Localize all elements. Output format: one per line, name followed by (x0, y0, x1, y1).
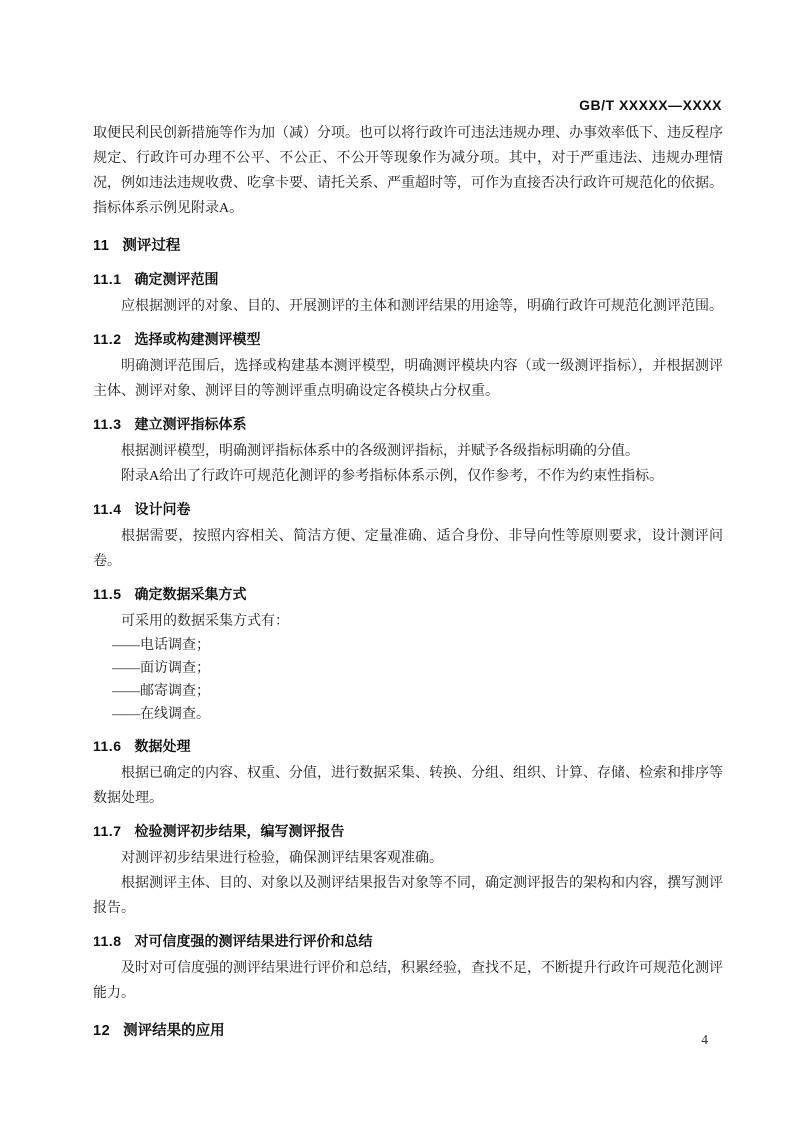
section-heading-11-4 (93, 497, 723, 522)
section-number: 11 (93, 238, 110, 254)
section-heading-11-6 (93, 734, 723, 759)
section-title: 选择或构建测评模型 (134, 331, 261, 347)
list-item-mail-survey: ——邮寄调查； (112, 684, 210, 699)
section-title: 确定数据采集方式 (134, 586, 247, 602)
page-number: 4 (701, 1032, 708, 1047)
list-item-online-survey: ——在线调查。 (112, 707, 210, 722)
section-heading-11-5 (93, 582, 723, 607)
section-title: 确定测评范围 (134, 271, 219, 287)
section-heading-11 (93, 234, 723, 259)
section-number: 12 (93, 1023, 111, 1039)
section-title: 测评过程 (122, 238, 181, 254)
section-title: 设计问卷 (134, 501, 191, 517)
paragraph-indicator-system-2: 附录A给出了行政许可规范化测评的参考指标体系示例，仅作参考，不作为约束性指标。 (121, 469, 664, 484)
section-number: 11.3 (93, 416, 122, 432)
section-title: 数据处理 (134, 738, 191, 754)
section-heading-12 (93, 1019, 723, 1044)
section-heading-11-1 (93, 267, 723, 292)
paragraph-write-report: 根据测评主体、目的、对象以及测评结果报告对象等不同，确定测评报告的架构和内容，撰写测评报告。 (93, 876, 723, 916)
document-code-header: GB/T XXXXX—XXXX (579, 97, 722, 113)
document-body (93, 121, 723, 1044)
section-heading-11-3 (93, 412, 723, 437)
paragraph-data-processing: 根据已确定的内容、权重、分值，进行数据采集、转换、分组、组织、计算、存储、检索和排序等数据处理。 (93, 766, 723, 806)
section-number: 11.1 (93, 271, 122, 287)
paragraph-scope: 应根据测评的对象、目的、开展测评的主体和测评结果的用途等，明确行政许可规范化测评范围。 (121, 299, 723, 314)
paragraph-indicator-system-1: 根据测评模型，明确测评指标体系中的各级测评指标，并赋予各级指标明确的分值。 (121, 444, 639, 459)
section-title: 对可信度强的测评结果进行评价和总结 (134, 933, 373, 949)
section-number: 11.5 (93, 586, 122, 602)
intro-paragraph: 取便民利民创新措施等作为加（减）分项。也可以将行政许可违法违规办理、办事效率低下、违反程序规定、行政许可办理不公平、不公正、不公开等现象作为减分项。其中，对于严重违法、违规办理情况，例如违法违规收费、吃拿卡要、请托关系、严重超时等，可作为直接否决行政许可规范化的依据。指标体系示例见附录A。 (93, 126, 723, 216)
list-item-phone-survey: ——电话调查； (112, 638, 210, 653)
section-heading-11-2 (93, 327, 723, 352)
section-number: 11.7 (93, 823, 122, 839)
paragraph-questionnaire: 根据需要，按照内容相关、简洁方便、定量准确、适合身份、非导向性等原则要求，设计测评问卷。 (93, 529, 723, 569)
section-title: 测评结果的应用 (123, 1023, 225, 1039)
section-number: 11.4 (93, 501, 122, 517)
list-item-interview-survey: ——面访调查； (112, 661, 210, 676)
paragraph-evaluate-summarize: 及时对可信度强的测评结果进行评价和总结，积累经验，查找不足，不断提升行政许可规范化测评能力。 (93, 961, 723, 1001)
section-heading-11-7 (93, 819, 723, 844)
section-number: 11.2 (93, 331, 122, 347)
section-number: 11.8 (93, 933, 122, 949)
section-heading-11-8 (93, 929, 723, 954)
section-number: 11.6 (93, 738, 122, 754)
section-title: 建立测评指标体系 (134, 416, 247, 432)
paragraph-verify-results: 对测评初步结果进行检验，确保测评结果客观准确。 (121, 851, 443, 866)
paragraph-collection-intro: 可采用的数据采集方式有： (121, 614, 289, 629)
paragraph-model: 明确测评范围后，选择或构建基本测评模型，明确测评模块内容（或一级测评指标），并根据测评主体、测评对象、测评目的等测评重点明确设定各模块占分权重。 (93, 359, 723, 399)
section-title: 检验测评初步结果，编写测评报告 (134, 823, 345, 839)
